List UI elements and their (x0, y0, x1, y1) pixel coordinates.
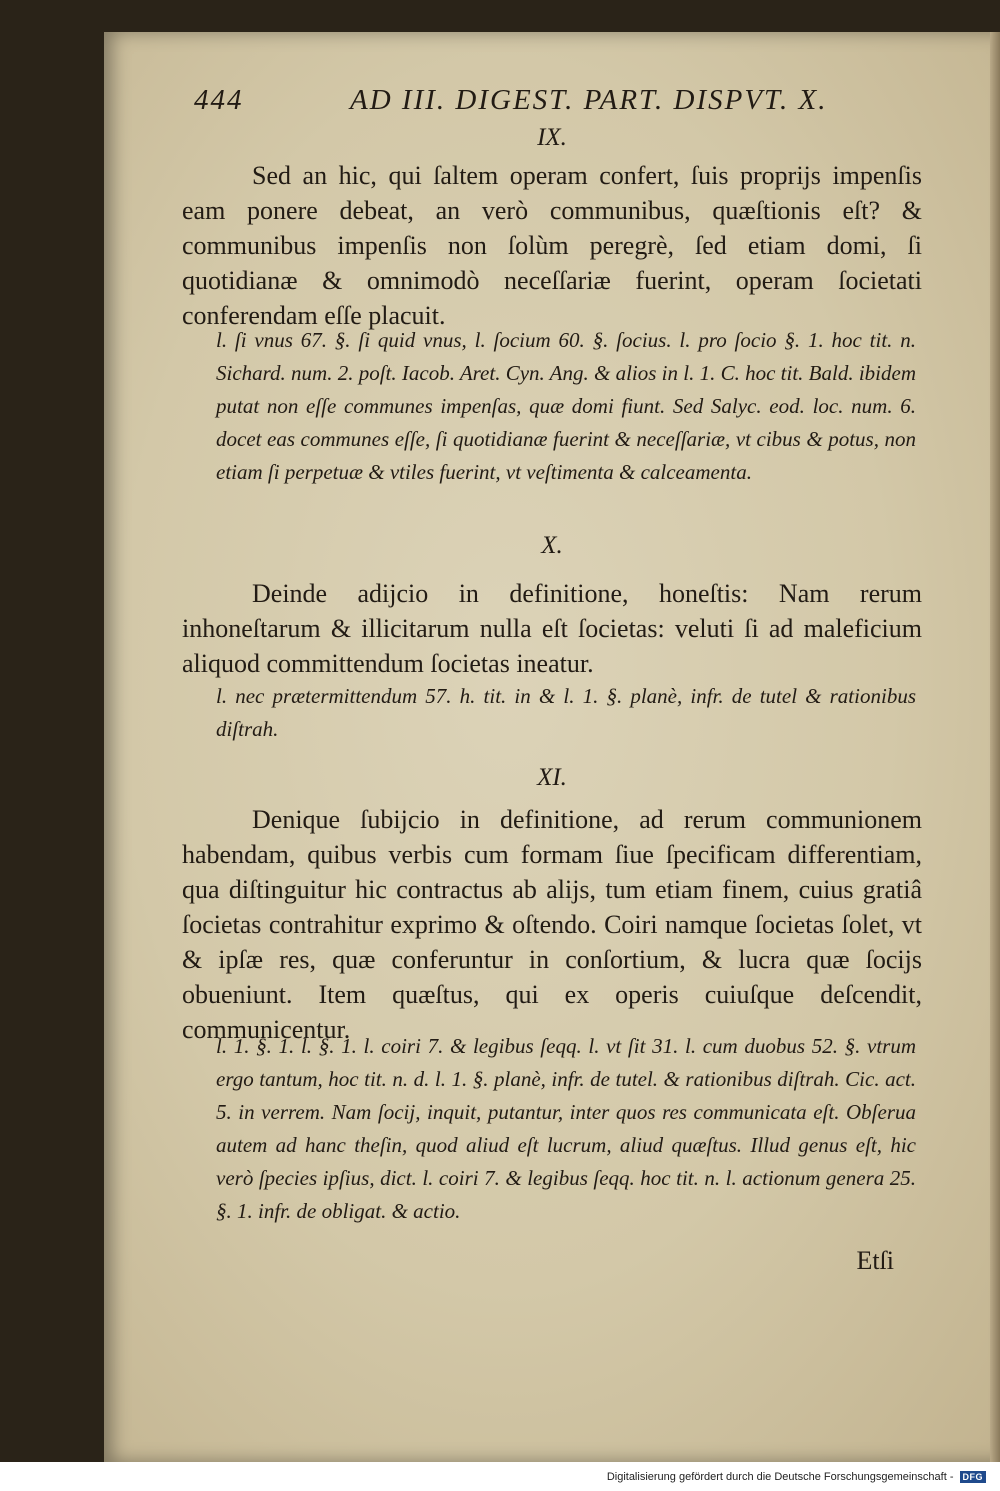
running-title: AD III. DIGEST. PART. DISPVT. X. (350, 84, 828, 116)
section-ix-citation: l. ſi vnus 67. §. ſi quid vnus, l. ſocium 60. §. ſocius. l. pro ſocio §. 1. hoc tit. n. Sichard. num. 2. poſt. Iacob. Aret. Cyn. Ang. & alios in l. 1. C. hoc tit. Bald. ibidem putat non eſſe communes impenſas, quæ domi fiunt. Sed Salyc. eod. loc. num. 6. docet eas communes eſſe, ſi quotidianæ fuerint & neceſſariæ, vt cibus & potus, non etiam ſi perpetuæ & vtiles fuerint, vt veſtimenta & calceamenta. (216, 328, 916, 484)
catchword: Etſi (856, 1246, 894, 1275)
running-head (194, 84, 934, 117)
section-x-body: Deinde adijcio in definitione, honeſtis: Nam rerum inhoneſtarum & illicitarum nulla eſt ſocietas: veluti ſi ad maleficium aliquod committendum ſocietas ineatur. (182, 579, 922, 678)
page-edge (990, 32, 1000, 1462)
dfg-logo: DFG (960, 1471, 987, 1483)
section-numeral-x: X. (541, 532, 563, 559)
footer-credit: Digitalisierung gefördert durch die Deutsche Forschungsgemeinschaft - (606, 1470, 954, 1483)
section-ix-body: Sed an hic, qui ſaltem operam confert, ſuis proprijs impenſis eam ponere debeat, an verò communibus, quæſtionis eſt? & communibus impenſis non ſolùm peregrè, ſed etiam domi, ſi quotidianæ & omnimodò neceſſariæ fuerint, operam ſocietati conferendam eſſe placuit. (182, 161, 922, 330)
section-xi-citation: l. 1. §. 1. l. §. 1. l. coiri 7. & legibus ſeqq. l. vt ſit 31. l. cum duobus 52. §. vtrum ergo tantum, hoc tit. n. d. l. 1. §. planè, infr. de tutel. & rationibus diſtrah. Cic. act. 5. in verrem. Nam ſocij, inquit, putantur, inter quos res communicata eſt. Obſerua autem ad hanc theſin, quod aliud eſt lucrum, aliud quæſtus. Illud genus eſt, hic verò ſpecies ipſius, dict. l. coiri 7. & legibus ſeqq. hoc tit. n. l. actionum genera 25. §. 1. infr. de obligat. & actio. (216, 1034, 916, 1223)
section-numeral-xi: XI. (537, 764, 567, 791)
section-numeral-ix: IX. (537, 124, 567, 151)
book-page (104, 32, 1000, 1462)
section-x-citation: l. nec prætermittendum 57. h. tit. in & l. 1. §. planè, infr. de tutel & rationibus diſtrah. (216, 684, 916, 741)
section-xi-body: Denique ſubijcio in definitione, ad rerum communionem habendam, quibus verbis cum formam ſiue ſpecificam differentiam, qua diſtinguitur hic contractus ab alijs, tum etiam finem, cuius gratiâ ſocietas contrahitur exprimo & oſtendo. Coiri namque ſocietas ſolet, vt & ipſæ res, quæ conferuntur in conſortium, & lucra quæ ſocijs obueniunt. Item quæſtus, qui ex operis cuiuſque deſcendit, communicentur. (182, 805, 922, 1044)
page-number: 444 (194, 84, 244, 116)
digitization-footer (0, 1462, 1000, 1491)
